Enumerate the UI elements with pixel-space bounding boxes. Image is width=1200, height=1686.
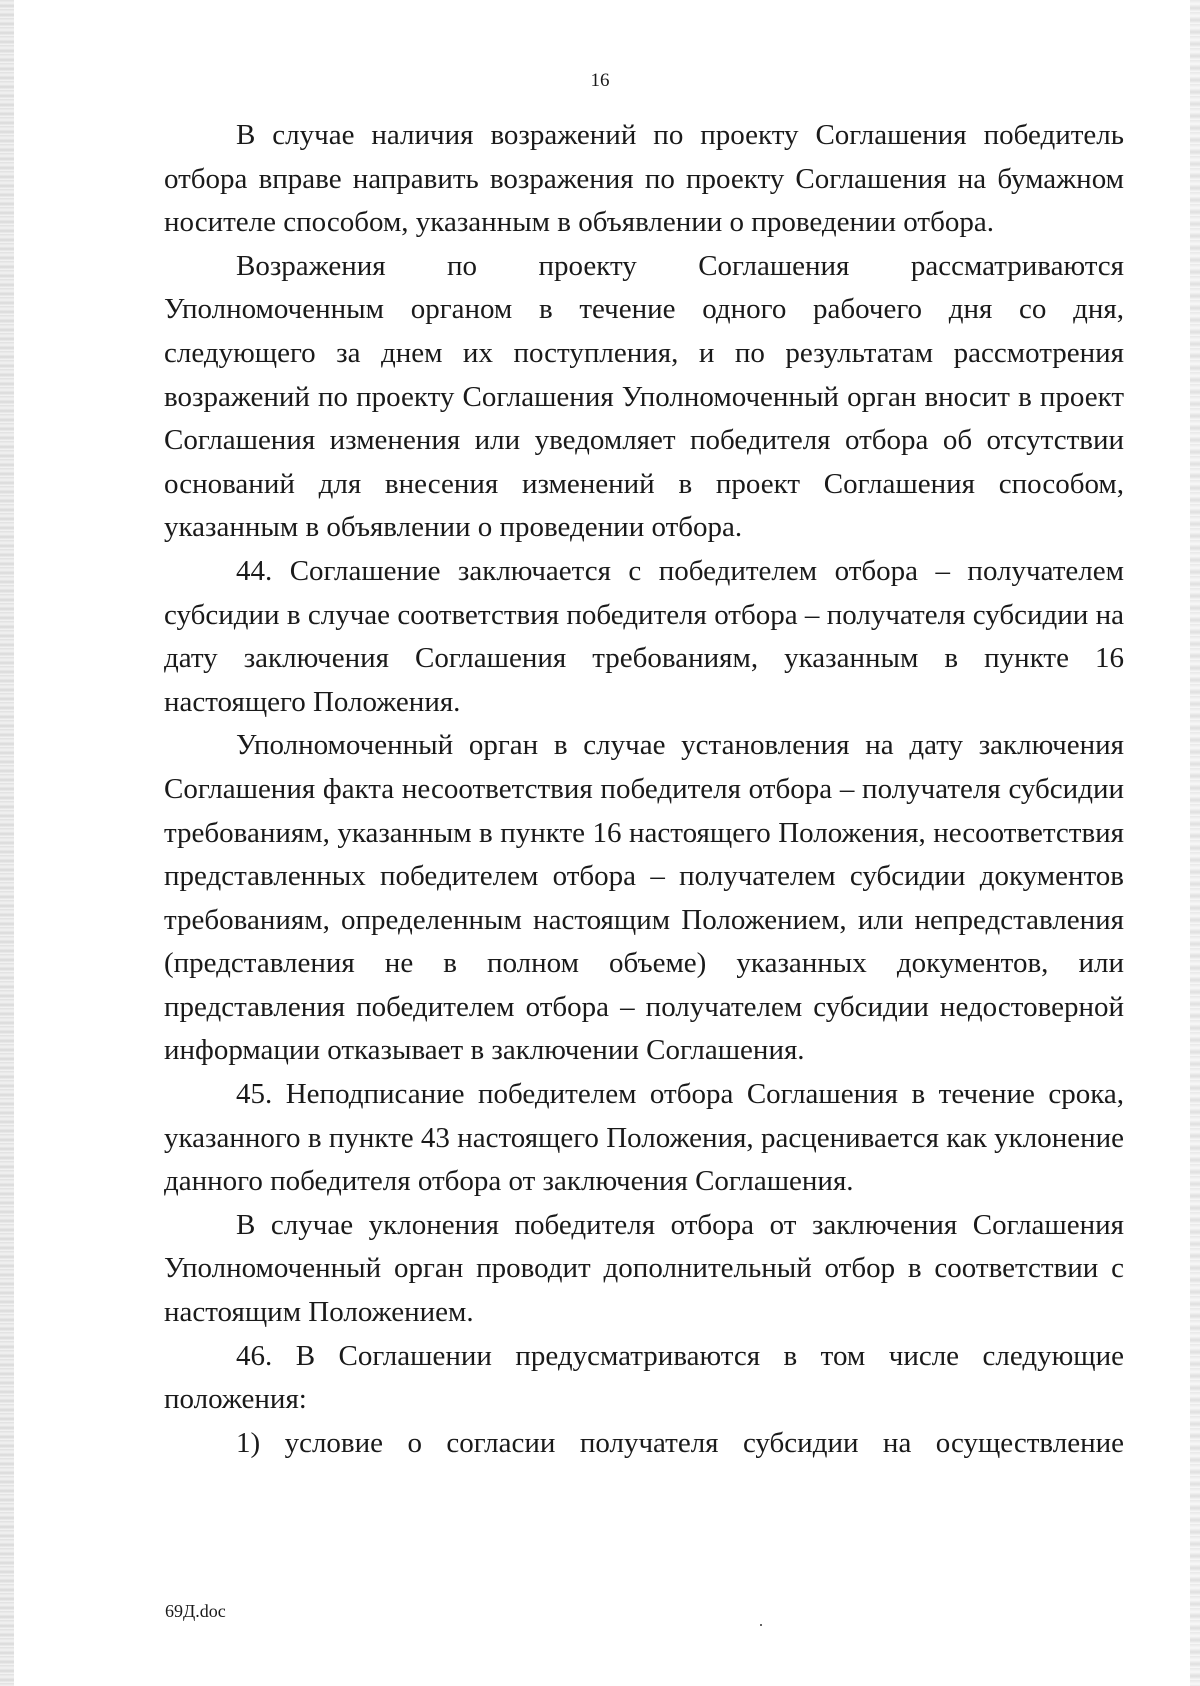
page-number: 16	[590, 70, 610, 91]
paragraph: В случае наличия возражений по проекту Соглашения победитель отбора вправе направить возражения по проекту Соглашения на бумажном носителе способом, указанным в объявлении о проведении отбора.	[164, 119, 1124, 239]
paragraph: Уполномоченный орган в случае установления на дату заключения Соглашения факта несоответствия победителя отбора – получателя субсидии требованиям, указанным в пункте 16 настоящего Положения, несоответствия представленных победителем отбора – получателем субсидии документов требованиям, определенным настоящим Положением, или непредставления (представления не в полном объеме) указанных документов, или представления победителем отбора – получателем субсидии недостоверной информации отказывает в заключении Соглашения.	[164, 729, 1124, 1067]
paragraph: 1) условие о согласии получателя субсидии на осуществление	[236, 1426, 1124, 1459]
document-body	[164, 114, 1124, 1465]
scan-edge-left	[0, 0, 14, 1686]
paragraph: 44. Соглашение заключается с победителем отбора – получателем субсидии в случае соответствия победителя отбора – получателя субсидии на дату заключения Соглашения требованиям, указанным в пункте 16 настоящего Положения.	[164, 554, 1124, 718]
paragraph: 46. В Соглашении предусматриваются в том числе следующие положения:	[164, 1339, 1124, 1416]
footer-filename: 69Д.doc	[165, 1601, 226, 1621]
paragraph: Возражения по проекту Соглашения рассматриваются Уполномоченным органом в течение одного рабочего дня со дня, следующего за днем их поступления, и по результатам рассмотрения возражений по проекту Соглашения Уполномоченный орган вносит в проект Соглашения изменения или уведомляет победителя отбора об отсутствии оснований для внесения изменений в проект Соглашения способом, указанным в объявлении о проведении отбора.	[164, 249, 1124, 544]
paragraph: 45. Неподписание победителем отбора Соглашения в течение срока, указанного в пункте 43 настоящего Положения, расценивается как уклонение данного победителя отбора от заключения Соглашения.	[164, 1078, 1124, 1198]
paragraph: В случае уклонения победителя отбора от заключения Соглашения Уполномоченный орган проводит дополнительный отбор в соответствии с настоящим Положением.	[164, 1208, 1124, 1329]
scan-speck	[760, 1624, 762, 1626]
scan-edge-right	[1190, 0, 1200, 1686]
